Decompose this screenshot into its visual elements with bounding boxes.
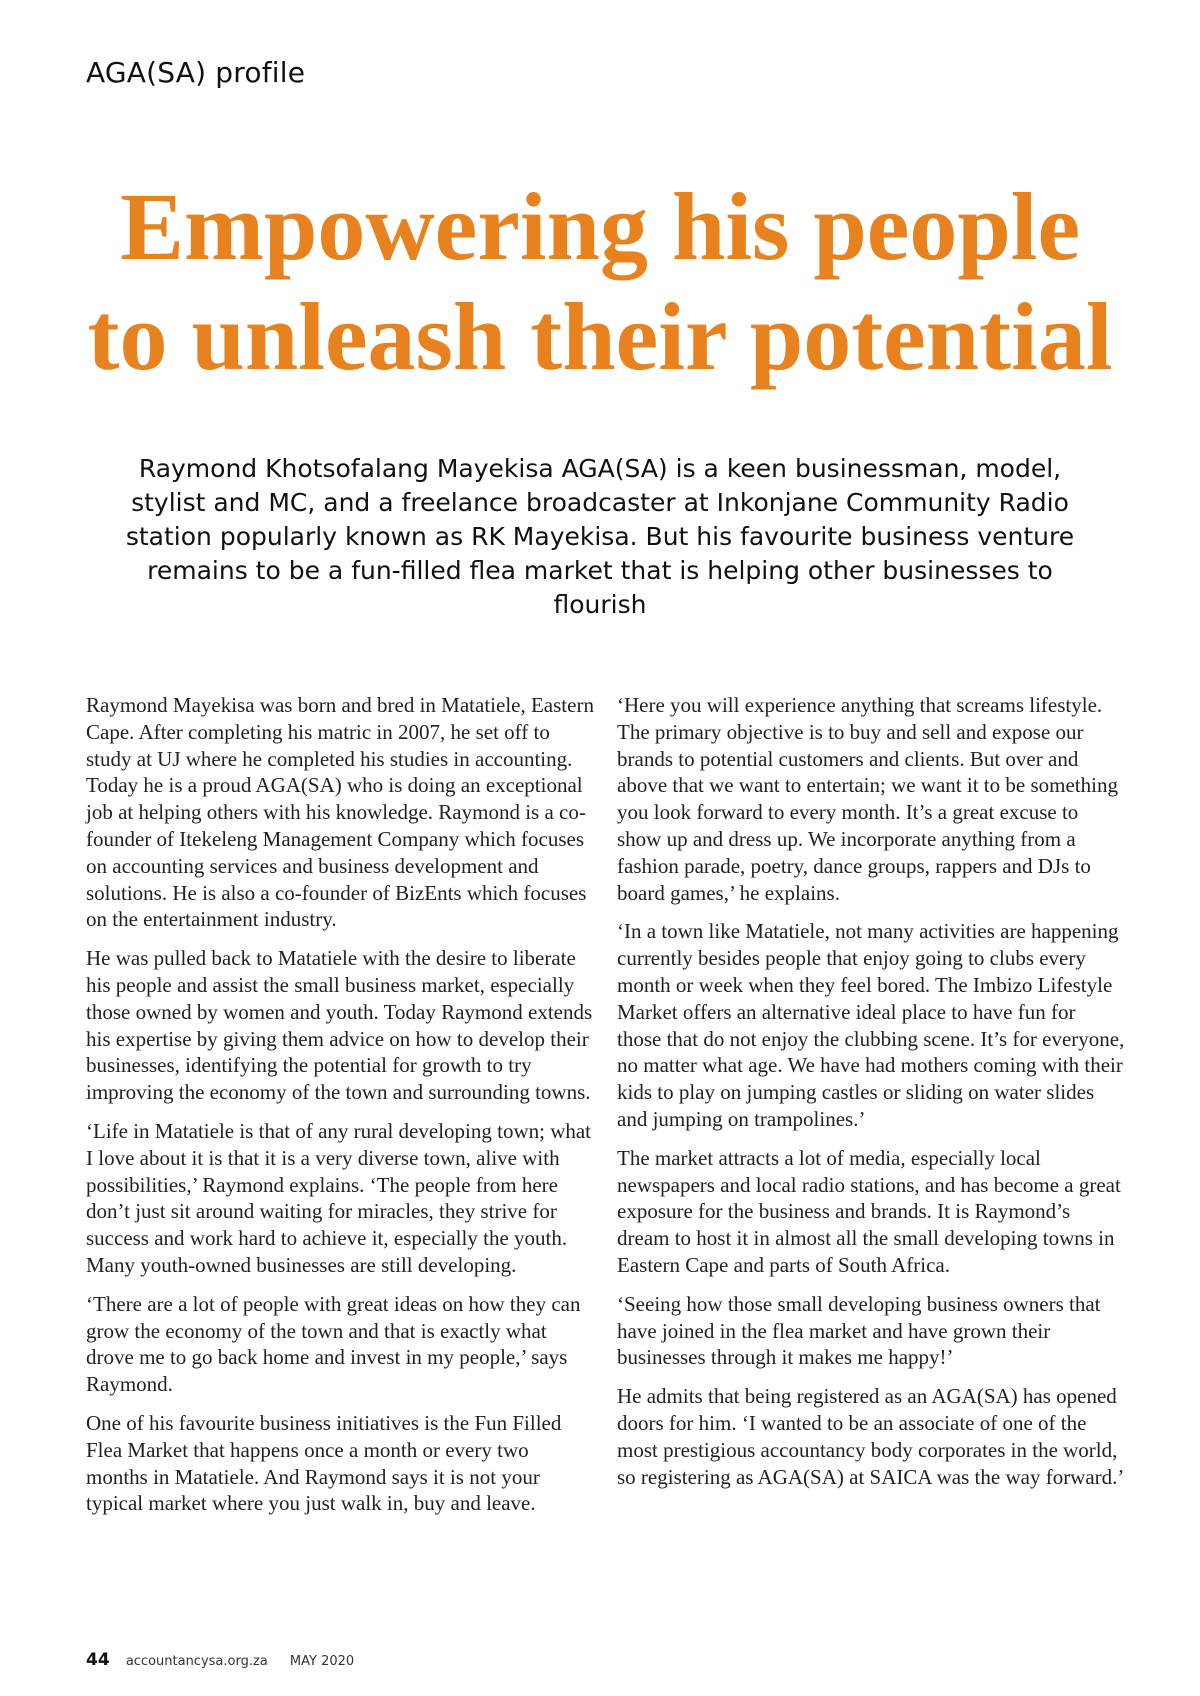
body-paragraph: ‘Here you will experience anything that screams lifestyle. The primary objective is to buy and sell and expose our brands to potential customers and clients. But over and above that we want to entertain; we want it to be something you look forward to every month. It’s a great excuse to show up and dress up. We incorporate anything from a fashion parade, poetry, dance groups, rappers and DJs to board games,’ he explains.	[617, 693, 1118, 905]
page-number: 44	[86, 1650, 110, 1670]
footer-website: accountancysa.org.za	[125, 1654, 268, 1669]
body-paragraph: He admits that being registered as an AGA(SA) has opened doors for him. ‘I wanted to be an associate of one of the most prestigious accountancy body corporates in the world, so registering as AGA(SA) at SAICA was the way forward.’	[617, 1384, 1125, 1489]
body-paragraph: ‘Seeing how those small developing business owners that have joined in the flea market and have grown their businesses through it makes me happy!’	[617, 1291, 1101, 1370]
body-paragraph: ‘There are a lot of people with great ideas on how they can grow the economy of the town and that is exactly what drove me to go back home and invest in my people,’ says Raymond.	[86, 1291, 581, 1397]
footer-issue-date: MAY 2020	[289, 1654, 355, 1669]
headline-line-2: to unleash their potential	[87, 283, 1113, 390]
body-paragraph: The market attracts a lot of media, especially local newspapers and local radio stations, and has become a great exposure for the business and brands. It is Raymond’s dream to host it in almost all the small developing towns in Eastern Cape and parts of South Africa.	[617, 1145, 1121, 1277]
article-headline	[0, 172, 1200, 392]
body-paragraph: ‘Life in Matatiele is that of any rural developing town; what I love about it is that it is a very diverse town, alive with possibilities,’ Raymond explains. ‘The people from here don’t just sit around waiting for miracles, they strive for success and work hard to achieve it, especially the youth. Many youth-owned businesses are still developing.	[86, 1118, 592, 1277]
body-column-right	[617, 692, 1125, 1502]
body-paragraph: ‘In a town like Matatiele, not many activities are happening currently besides people that enjoy going to clubs every month or week when they feel bored. The Imbizo Lifestyle Market offers an alternative ideal place to have fun for those that do not enjoy the clubbing scene. It’s for everyone, no matter what age. We have had mothers coming with their kids to play on jumping castles or sliding on water slides and jumping on trampolines.’	[617, 919, 1125, 1131]
headline-line-1: Empowering his people	[119, 173, 1081, 280]
body-paragraph: He was pulled back to Matatiele with the desire to liberate his people and assist the small business market, especially those owned by women and youth. Today Raymond extends his expertise by giving them advice on how to develop their businesses, identifying the potential for growth to try improving the economy of the town and surrounding towns.	[86, 946, 593, 1105]
section-label: AGA(SA) profile	[86, 56, 306, 89]
body-column-left	[86, 692, 594, 1529]
page-footer	[86, 1650, 354, 1670]
body-paragraph: One of his favourite business initiatives is the Fun Filled Flea Market that happens once a month or every two months in Matatiele. And Raymond says it is not your typical market where you just walk in, buy and leave.	[86, 1410, 562, 1516]
body-paragraph: Raymond Mayekisa was born and bred in Matatiele, Eastern Cape. After completing his matric in 2007, he set off to study at UJ where he completed his studies in accounting. Today he is a proud AGA(SA) who is doing an exceptional job at helping others with his knowledge. Raymond is a co-founder of Itekeleng Management Company which focuses on accounting services and business development and solutions. He is also a co-founder of BizEnts which focuses on the entertainment industry.	[86, 693, 594, 932]
article-standfirst: Raymond Khotsofalang Mayekisa AGA(SA) is a keen businessman, model, stylist and MC, and a freelance broadcaster at Inkonjane Community Radio station popularly known as RK Mayekisa. But his favourite business venture remains to be a fun-filled flea market that is helping other businesses to flourish	[125, 454, 1075, 619]
